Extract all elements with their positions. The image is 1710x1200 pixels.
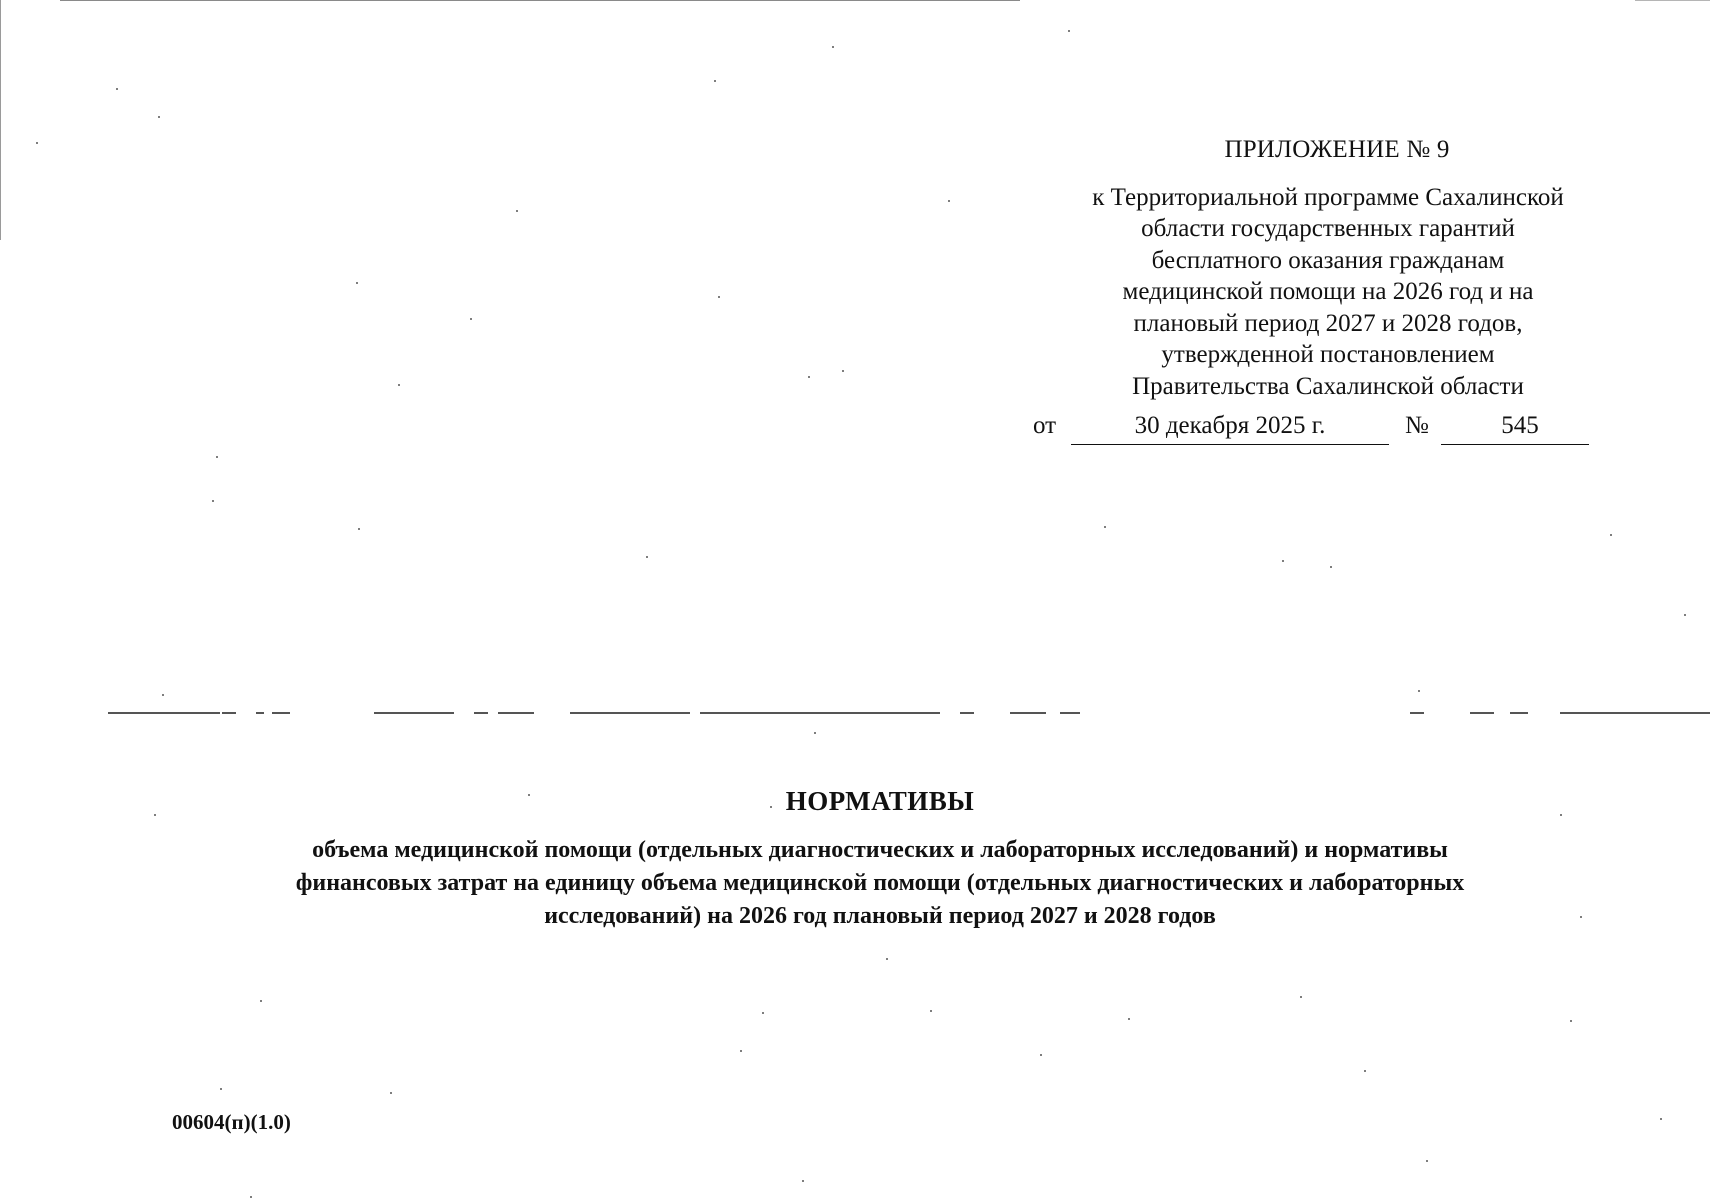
resolution-date: 30 декабря 2025 г. xyxy=(1071,412,1389,445)
scan-fold-line xyxy=(0,712,1710,714)
annex-block xyxy=(1018,134,1638,402)
annex-date-number-row xyxy=(1033,412,1593,446)
heading-title: НОРМАТИВЫ xyxy=(785,786,975,816)
annex-text-line: бесплатного оказания гражданам xyxy=(1151,246,1505,274)
annex-title: ПРИЛОЖЕНИЕ № 9 xyxy=(1224,136,1450,163)
scan-edge-line-left xyxy=(0,0,1,240)
annex-text-line: плановый период 2027 и 2028 годов, xyxy=(1133,309,1523,337)
document-code: 00604(п)(1.0) xyxy=(172,1110,291,1134)
annex-text-line: медицинской помощи на 2026 год и на xyxy=(1122,278,1534,305)
scan-edge-line-top xyxy=(60,0,1020,1)
annex-text-line: области государственных гарантий xyxy=(1141,215,1515,242)
date-prefix: от xyxy=(1033,412,1057,439)
number-sign: № xyxy=(1405,412,1429,439)
heading-subtitle-line: объема медицинской помощи (отдельных диагностических и лабораторных исследований) и нормативы xyxy=(312,837,1448,863)
heading-subtitle-line: финансовых затрат на единицу объема медицинской помощи (отдельных диагностических и лабораторных xyxy=(295,870,1465,896)
heading-subtitle-line: исследований) на 2026 год плановый период 2027 и 2028 годов xyxy=(544,903,1216,929)
document-heading xyxy=(150,786,1610,933)
heading-subtitle xyxy=(150,834,1610,933)
annex-text-line: утвержденной постановлением xyxy=(1161,341,1495,368)
annex-text-line: к Территориальной программе Сахалинской xyxy=(1092,183,1564,211)
annex-text-line: Правительства Сахалинской области xyxy=(1132,372,1524,400)
resolution-number: 545 xyxy=(1441,412,1589,445)
scan-edge-line-top-right xyxy=(1635,0,1710,1)
